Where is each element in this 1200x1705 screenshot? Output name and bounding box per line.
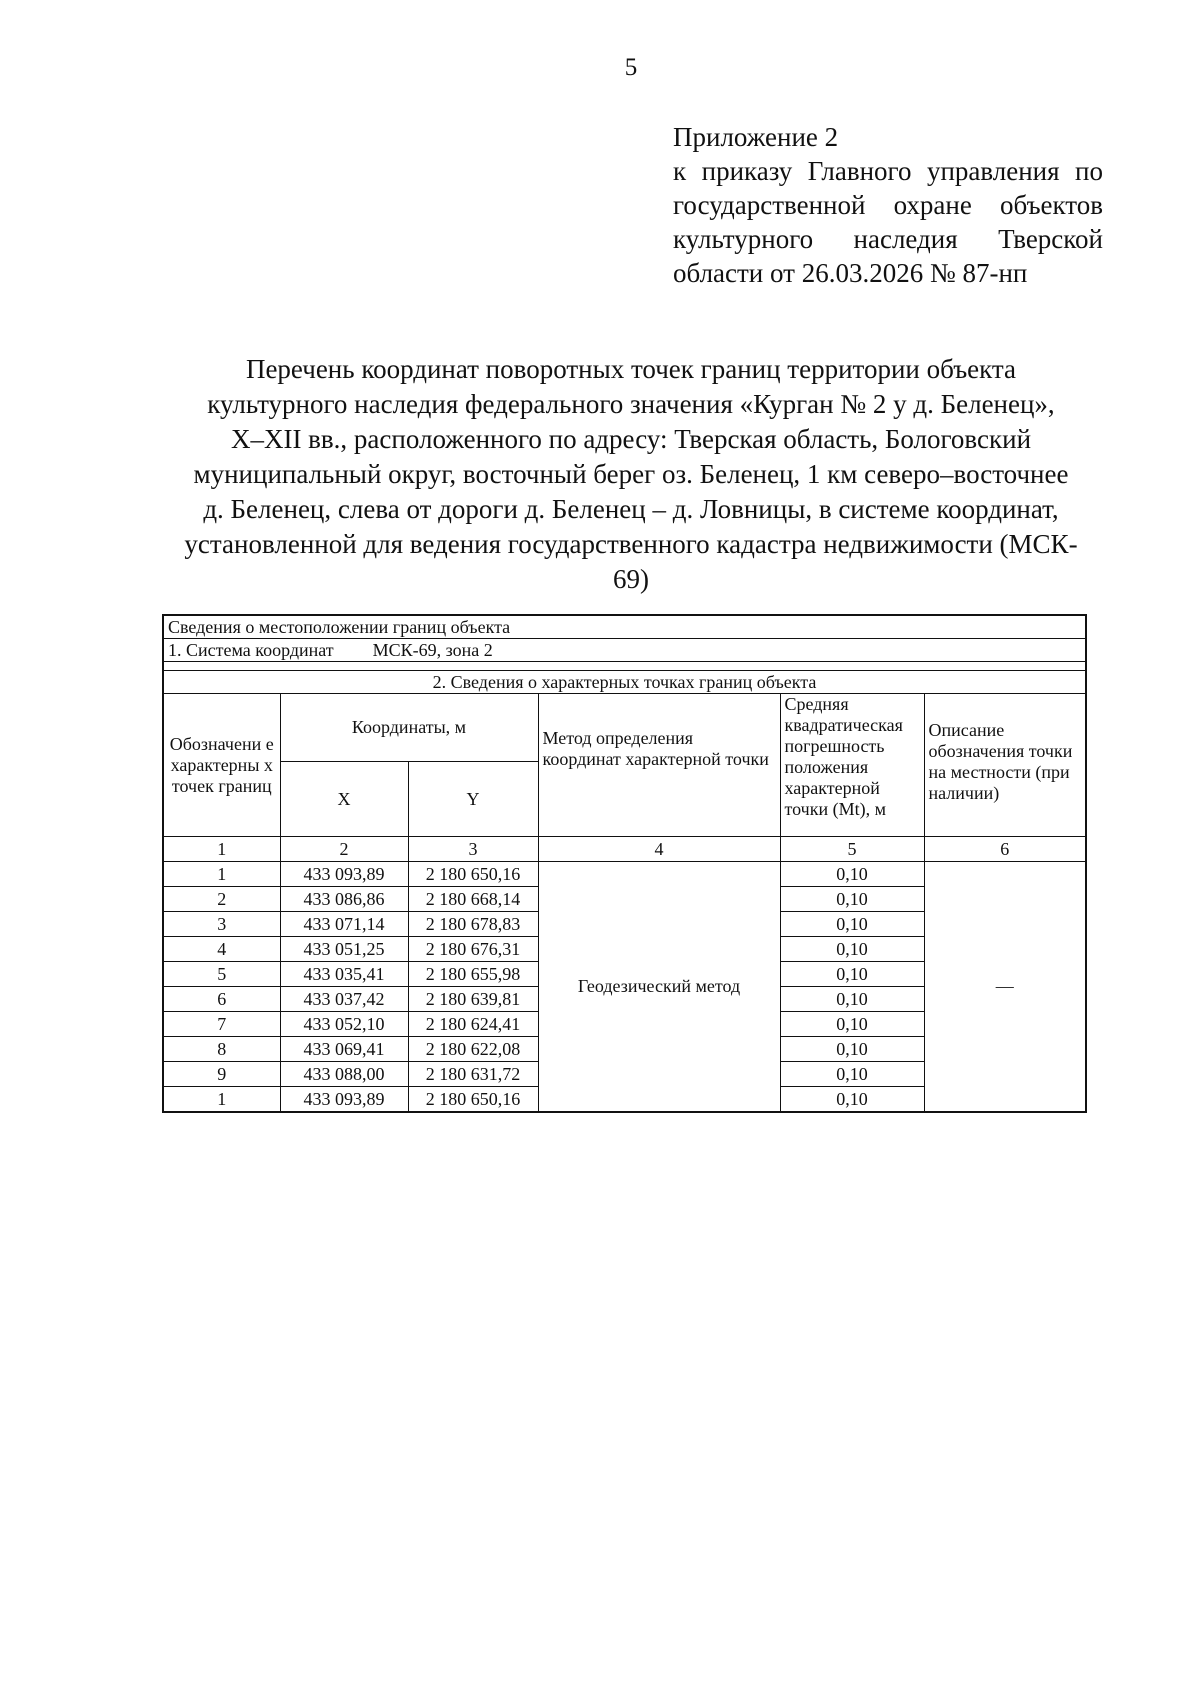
column-number: 3 (408, 837, 538, 862)
title-line: д. Беленец, слева от дороги д. Беленец – д. Ловницы, в системе координат, (203, 494, 1059, 524)
method-cell: Геодезический метод (538, 862, 780, 1113)
error-value: 0,10 (780, 1012, 924, 1037)
column-number: 5 (780, 837, 924, 862)
header-x: X (280, 762, 408, 837)
point-number: 5 (163, 962, 280, 987)
page-number: 5 (624, 54, 638, 81)
header-description: Описание обозначения точки на местности (при наличии) (924, 694, 1086, 837)
title-line: 69) (613, 564, 649, 594)
error-value: 0,10 (780, 937, 924, 962)
header-designation: Обозначени е характерны х точек границ (163, 694, 280, 837)
error-value: 0,10 (780, 987, 924, 1012)
coordinate-x: 433 086,86 (280, 887, 408, 912)
column-number: 4 (538, 837, 780, 862)
error-value: 0,10 (780, 912, 924, 937)
header-method: Метод определения координат характерной точки (538, 694, 780, 837)
section-title: Сведения о местоположении границ объекта (163, 615, 1086, 639)
title-line: культурного наследия федерального значения «Курган № 2 у д. Беленец», (207, 389, 1055, 419)
coordinate-system-label: 1. Система координат (168, 639, 334, 660)
header-error: Средняя квадратическая погрешность положения характерной точки (Mt), м (780, 694, 924, 837)
error-value: 0,10 (780, 962, 924, 987)
point-number: 3 (163, 912, 280, 937)
header-coordinates: Координаты, м (280, 694, 538, 762)
point-number: 9 (163, 1062, 280, 1087)
coordinate-x: 433 071,14 (280, 912, 408, 937)
title-line: муниципальный округ, восточный берег оз. Беленец, 1 км северо–восточнее (193, 459, 1069, 489)
title-line: установленной для ведения государственного кадастра недвижимости (МСК- (184, 529, 1078, 559)
coordinate-y: 2 180 622,08 (408, 1037, 538, 1062)
error-value: 0,10 (780, 1062, 924, 1087)
header-y: Y (408, 762, 538, 837)
appendix-block (673, 120, 1103, 290)
coordinate-x: 433 069,41 (280, 1037, 408, 1062)
coordinate-y: 2 180 668,14 (408, 887, 538, 912)
coordinate-system-value: МСК-69, зона 2 (372, 639, 493, 660)
point-number: 2 (163, 887, 280, 912)
column-number: 6 (924, 837, 1086, 862)
coordinate-y: 2 180 631,72 (408, 1062, 538, 1087)
point-number: 1 (163, 862, 280, 887)
coordinates-table (162, 614, 1087, 1113)
coordinate-x: 433 037,42 (280, 987, 408, 1012)
title-line: Перечень координат поворотных точек границ территории объекта (245, 354, 1017, 384)
error-value: 0,10 (780, 1037, 924, 1062)
coordinate-x: 433 035,41 (280, 962, 408, 987)
coordinate-system-row (163, 639, 1086, 662)
coordinate-y: 2 180 624,41 (408, 1012, 538, 1037)
description-cell: — (924, 862, 1086, 1113)
error-value: 0,10 (780, 862, 924, 887)
appendix-title: Приложение 2 (673, 122, 839, 152)
coordinate-y: 2 180 639,81 (408, 987, 538, 1012)
coordinate-y: 2 180 650,16 (408, 862, 538, 887)
column-number: 2 (280, 837, 408, 862)
point-number: 4 (163, 937, 280, 962)
coordinate-y: 2 180 655,98 (408, 962, 538, 987)
error-value: 0,10 (780, 1087, 924, 1113)
coordinate-y: 2 180 676,31 (408, 937, 538, 962)
title-line: X–XII вв., расположенного по адресу: Тверская область, Бологовский (230, 424, 1032, 454)
coordinate-y: 2 180 650,16 (408, 1087, 538, 1113)
error-value: 0,10 (780, 887, 924, 912)
coordinate-x: 433 051,25 (280, 937, 408, 962)
appendix-order-reference: к приказу Главного управления по государственной охране объектов культурного наследия Тверской области от 26.03.2026 № 87-нп (673, 156, 1103, 288)
coordinate-x: 433 093,89 (280, 1087, 408, 1113)
point-number: 8 (163, 1037, 280, 1062)
coordinate-x: 433 052,10 (280, 1012, 408, 1037)
table-row (163, 862, 1086, 887)
coordinate-x: 433 088,00 (280, 1062, 408, 1087)
spacer-row (163, 662, 1086, 671)
coordinate-y: 2 180 678,83 (408, 912, 538, 937)
point-number: 1 (163, 1087, 280, 1113)
points-section-title: 2. Сведения о характерных точках границ объекта (163, 671, 1086, 694)
coordinate-x: 433 093,89 (280, 862, 408, 887)
document-title (146, 352, 1116, 597)
point-number: 7 (163, 1012, 280, 1037)
point-number: 6 (163, 987, 280, 1012)
column-number: 1 (163, 837, 280, 862)
